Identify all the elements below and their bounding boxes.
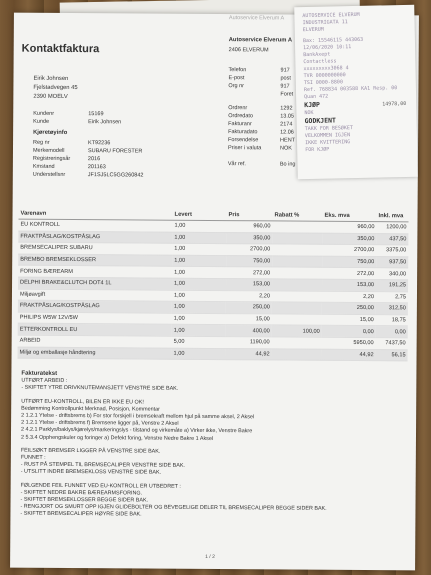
cell-rabatt (272, 221, 322, 233)
cell-varenavn: Miljø og emballasje håndtering (18, 347, 172, 360)
cell-pris: 44,92 (226, 348, 272, 360)
vehicle-heading: Kjøretøyinfo (33, 129, 68, 136)
invoice-number-label: Fakturanr (228, 121, 252, 128)
reg-label: Reg nr (33, 139, 50, 146)
vehicle-info (33, 139, 193, 180)
col-inkl-mva: Inkl. mva (376, 211, 408, 222)
shipping-label: Forsendelse (228, 137, 259, 144)
cell-varenavn: ETTERKONTROLL EU (18, 323, 172, 336)
email-label: E-post (228, 75, 245, 82)
vin-label: Understellsnr (32, 171, 66, 178)
receipt-line: TAKK FOR BESØKET (304, 125, 353, 133)
receipt-meta (303, 36, 408, 101)
cell-levert: 1,00 (172, 267, 226, 279)
model-value: SUBARU FORESTER (87, 148, 143, 155)
note-line: 2 4.2.1 Parklys/baklys/kjørelys/markeringslys - tilstand og virkemåte a) Virker ikke, Venstre Bakre (21, 427, 253, 435)
cell-varenavn: DELPHI BRAKE&CLUTCH DOT4 1L (18, 277, 172, 290)
cell-levert: 5,00 (172, 336, 226, 348)
receipt-line: ELVERUM (302, 26, 324, 34)
reg-value: KT92236 (88, 140, 111, 147)
note-line: UTFØRT ARBEID : (21, 377, 68, 385)
cell-inkl-mva: 2,75 (376, 291, 408, 303)
invoice-title: Kontaktfaktura (21, 42, 100, 56)
cell-levert: 1,00 (172, 220, 226, 232)
cell-pris: 153,00 (226, 279, 272, 291)
cell-rabatt (272, 314, 322, 326)
cell-varenavn: BREMSECALIPER SUBARU (18, 242, 172, 255)
cell-inkl-mva: 18,75 (376, 314, 408, 326)
phone-value: 917 (280, 67, 290, 74)
cell-rabatt (272, 279, 322, 291)
cell-rabatt (272, 337, 322, 349)
cell-eks-mva: 2,20 (322, 291, 376, 303)
cell-inkl-mva: 312,50 (376, 303, 408, 315)
note-line: FØLGENDE FEIL FUNNET VED EU-KONTROLL ER UTBEDRET : (20, 482, 181, 490)
supplier-name: Autoservice Elverum A (228, 37, 293, 44)
receipt-header (302, 11, 406, 34)
receipt-line: AUTOSERVICE ELVERUM (302, 11, 360, 20)
cell-eks-mva: 15,00 (322, 314, 376, 326)
cell-varenavn: Miljøavgift (18, 289, 172, 302)
invoice-date: 12.06 (280, 129, 294, 136)
cell-levert: 1,00 (172, 278, 226, 290)
receipt-approved: GODKJENT (304, 116, 336, 126)
cell-pris: 960,00 (226, 221, 272, 233)
phone-label: Telefon (228, 67, 247, 74)
cell-rabatt (272, 256, 322, 268)
cell-inkl-mva: 0,00 (376, 326, 408, 338)
cell-pris: 2,20 (226, 290, 272, 302)
cell-pris: 2700,00 (226, 244, 272, 256)
cell-inkl-mva: 937,50 (376, 256, 408, 268)
model-label: Merkemodell (32, 147, 65, 154)
receipt-line: FOR KJØP (305, 146, 330, 154)
cell-rabatt (272, 302, 322, 314)
note-line: 2 1.2.1 Ytelse - driftsbrems f) Bremsene ligger på, Venstre 2 Aksel (21, 419, 179, 427)
cell-levert: 1,00 (172, 232, 226, 244)
cell-pris: 750,00 (226, 255, 272, 267)
receipt-line: Contactless (303, 58, 337, 66)
cell-rabatt (272, 348, 322, 360)
note-line: 2 5.3.4 Opphengskuler og foringer a) Defekt foring, Venstre Nedre Bakre 1 Aksel (20, 434, 214, 442)
cell-levert: 1,00 (172, 255, 226, 267)
note-line: 2 1.2.1 Ytelse - driftsbrems b) For stor forskjell i bremsekraft mellom hjul på samme aksel, 2 Aksel (21, 412, 255, 421)
note-line: - SKIFTET NEDRE BAKRE BÆREARMSFORING. (20, 489, 143, 497)
cell-inkl-mva: 191,25 (376, 280, 408, 292)
our-ref (228, 160, 308, 169)
receipt-line: Ref. 768834 003588 KA1 Resp. 00 (303, 85, 398, 94)
cell-pris: 250,00 (226, 302, 272, 314)
back-header: Autoservice Elverum A (228, 15, 285, 22)
col-pris: Pris (226, 210, 272, 221)
note-line: FEILSØKT BREMSER LIGGER PÅ VENSTRE SIDE BAK. (20, 447, 161, 455)
cell-rabatt (272, 232, 322, 244)
cell-levert: 1,00 (172, 290, 226, 302)
order-date: 13.05 (280, 113, 295, 120)
cell-levert: 1,00 (172, 301, 226, 313)
notes-body (20, 378, 401, 521)
cell-eks-mva: 750,00 (322, 256, 376, 268)
note-line: - SKIFTET YTRE DRIVKNUTEMANSJETT VENSTRE SIDE BAK. (21, 385, 179, 393)
invoice-items-table (18, 209, 409, 362)
col-levert: Levert (172, 210, 226, 221)
note-line: UTFØRT EU-KONTROLL, BILEN ER IKKE EU OK! (21, 398, 144, 406)
email-value: post (280, 75, 291, 82)
cell-eks-mva: 5950,00 (322, 337, 376, 349)
customer-info (33, 110, 153, 127)
receipt-line: TSI 0000-8800 (303, 79, 343, 87)
cell-eks-mva: 0,00 (322, 326, 376, 338)
km-label: Kmstand (32, 163, 55, 170)
note-line: - SKIFTET BREMSEKLOSSER BEGGE SIDER BAK. (20, 496, 149, 504)
invoice-number: 2174 (280, 121, 293, 128)
receipt-line: BankAxept (303, 51, 331, 59)
col-rabatt: Rabatt % (272, 210, 322, 221)
cell-pris: 350,00 (226, 232, 272, 244)
customer-number-label: Kundenr (33, 110, 55, 117)
cell-pris: 15,00 (226, 313, 272, 325)
customer-number: 15169 (88, 111, 104, 118)
cell-eks-mva: 350,00 (322, 233, 376, 245)
receipt-currency: NOK (304, 109, 314, 117)
cell-levert: 1,00 (172, 348, 226, 360)
receipt-line: Quan 472 (304, 93, 329, 101)
note-line: - RUST PÅ STEMPEL TIL BREMSECALIPER VENSTRE SIDE BAK. (20, 461, 185, 470)
cell-eks-mva: 44,92 (322, 349, 376, 361)
receipt-line: Bax: 15546115 443063 (302, 36, 364, 45)
cell-inkl-mva: 340,00 (376, 268, 408, 280)
customer-value: Eirik Johnsen (88, 119, 122, 126)
cell-rabatt (272, 290, 322, 302)
cell-pris: 1190,00 (226, 337, 272, 349)
customer-address (33, 75, 77, 102)
year-value: 2016 (87, 156, 101, 163)
cell-varenavn: EU KONTROLL (18, 219, 172, 232)
cell-varenavn: BREMBO BREMSEKLOSSER (18, 254, 172, 267)
card-receipt (294, 5, 418, 179)
cell-inkl-mva: 1200,00 (376, 222, 408, 234)
invoice-notes (20, 371, 401, 521)
our-ref-value: Bo ing (279, 161, 296, 168)
orgnr-value: 917 (280, 83, 290, 90)
customer-label: Kunde (33, 118, 50, 125)
currency-value: NOK (279, 145, 292, 152)
cell-varenavn: FRAKTPÅSLAG/KOSTPÅSLAG (18, 231, 172, 244)
order-number: 1292 (280, 105, 293, 112)
foretak-label: Foret (280, 91, 294, 98)
note-line: - UTSLITT INDRE BREMSEKLOSS VENSTRE SIDE BAK. (20, 469, 162, 477)
receipt-purchase: KJØP (304, 100, 320, 110)
cell-eks-mva: 960,00 (322, 221, 376, 233)
km-value: 201163 (87, 164, 106, 171)
customer-street: Fjelstadvegen 45 (33, 84, 78, 92)
cell-varenavn: FORING BÆREARM (18, 266, 172, 279)
vin-value: JF1SJ5LC5GG260842 (87, 172, 144, 179)
shipping-value: HENT (280, 137, 296, 144)
cell-rabatt (272, 267, 322, 279)
our-ref-label: Vår ref. (227, 161, 246, 168)
cell-varenavn: FRAKTPÅSLAG/KOSTPÅSLAG (18, 300, 172, 313)
receipt-amount: 14978,00 (382, 100, 407, 108)
orgnr-label: Org nr (228, 83, 245, 90)
customer-city: 2390 MOELV (33, 93, 68, 100)
cell-levert: 1,00 (172, 325, 226, 337)
cell-inkl-mva: 437,50 (376, 233, 408, 245)
cell-varenavn: ARBEID (18, 335, 172, 348)
cell-varenavn: PHILIPS W5W 12V/5W (18, 312, 172, 325)
customer-name: Eirik Johnsen (33, 75, 69, 82)
cell-inkl-mva: 3375,00 (376, 245, 408, 257)
cell-inkl-mva: 56,15 (376, 349, 408, 361)
page-number: 1 / 2 (205, 553, 215, 561)
cell-levert: 1,00 (172, 243, 226, 255)
receipt-footer (305, 124, 410, 154)
note-line: - SKIFTET BREMSECALIPER HØYRE SIDE BAK. (20, 511, 142, 518)
cell-eks-mva: 153,00 (322, 279, 376, 291)
receipt-line: IKKE KVITTERING (304, 139, 351, 147)
cell-eks-mva: 2700,00 (322, 244, 376, 256)
receipt-line: xxxxxxxxx3068 4 (303, 65, 349, 73)
receipt-line: INDUSTRIGATA 11 (302, 19, 348, 27)
note-line: FUNNET : (20, 454, 46, 461)
cell-rabatt: 100,00 (272, 325, 322, 337)
cell-inkl-mva: 7437,50 (376, 338, 408, 350)
supplier-address: 2406 ELVERUM (228, 47, 269, 54)
note-line: - RENGJORT OG SMURT OPP IGJEN GLIDEBOLTER OG BEVEGELIGE DELER TIL BREMSECALIPER BEGGE SIDER BAK. (20, 503, 327, 513)
cell-pris: 400,00 (226, 325, 272, 337)
notes-heading: Fakturatekst (21, 370, 58, 377)
note-line: Bedømming Kontrollpunkt Merknad, Posisjon, Kommentar (21, 405, 160, 413)
col-eks-mva: Eks. mva (322, 211, 376, 222)
col-varenavn: Varenavn (19, 209, 173, 221)
cell-levert: 1,00 (172, 313, 226, 325)
cell-rabatt (272, 244, 322, 256)
cell-eks-mva: 250,00 (322, 302, 376, 314)
currency-label: Priser i valuta (227, 145, 262, 152)
year-label: Registreringsår (32, 155, 71, 162)
cell-eks-mva: 272,00 (322, 268, 376, 280)
receipt-line: TVR 0000000000 (303, 72, 346, 80)
invoice-date-label: Fakturadato (228, 129, 258, 136)
cell-pris: 272,00 (226, 267, 272, 279)
table-row (18, 347, 408, 361)
order-number-label: Ordrenr (228, 105, 248, 112)
receipt-line: 12/06/2020 10:11 (303, 44, 352, 52)
order-date-label: Ordredato (228, 113, 254, 120)
receipt-line: VELKOMMEN IGJEN (304, 132, 351, 140)
